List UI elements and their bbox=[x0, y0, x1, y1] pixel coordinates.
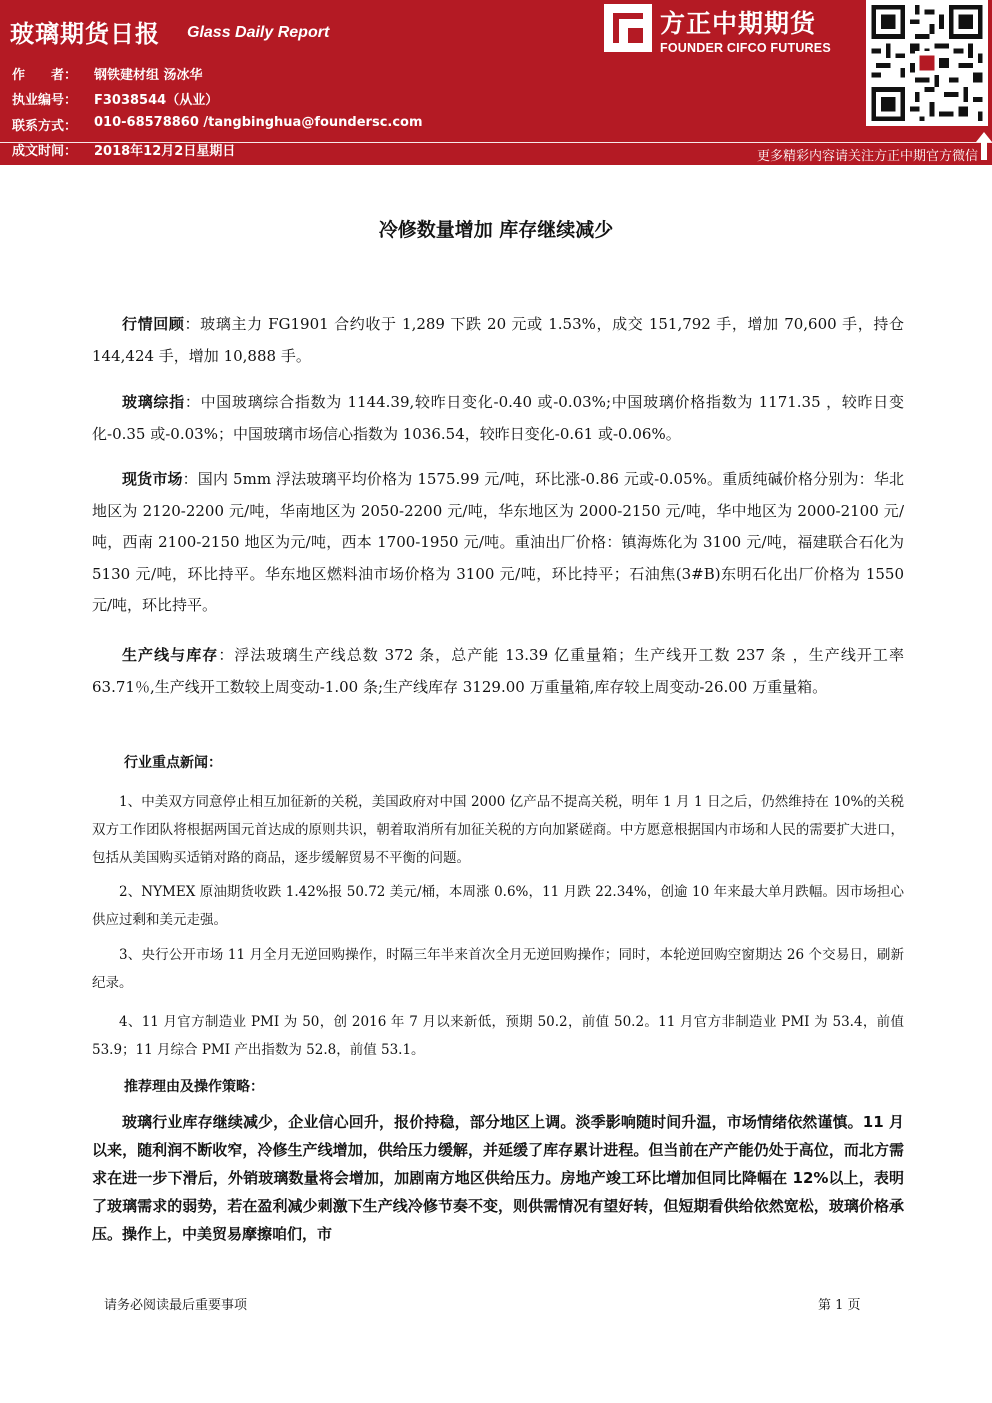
meta-value: 2018年12月2日星期日 bbox=[94, 144, 236, 159]
spot-market-paragraph bbox=[92, 464, 904, 622]
meta-label: 作 者： bbox=[12, 68, 78, 83]
follow-wechat-text[interactable]: 更多精彩内容请关注方正中期官方微信 bbox=[756, 149, 978, 164]
paragraph-text: ：国内 5mm 浮法玻璃平均价格为 1575.99 元/吨，环比涨-0.86 元或-0.05%。重质纯碱价格分别为：华北地区为 2120-2200 元/吨，华南地区为 2050-2200 元/吨，华东地区为 2000-2150 元/吨，华中地区为 2000-2100 元/吨，西南 2100-2150 地区为元/吨，西本 1700-1950 元/吨。重油出厂价格：镇海炼化为 3100 元/吨，福建联合石化为 5130 元/吨，环比持平。华东地区燃料油市场价格为 3100 元/吨，环比持平；石油焦(3#B)东明石化出厂价格为 1550 元/吨，环比持平。 bbox=[92, 470, 904, 614]
paragraph-text: ：玻璃主力 FG1901 合约收于 1,289 下跌 20 元或 1.53%，成交 151,792 手，增加 70,600 手，持仓 144,424 手，增加 10,888 手。 bbox=[92, 315, 904, 365]
section-label: 现货市场 bbox=[122, 470, 183, 488]
production-paragraph bbox=[92, 640, 904, 703]
meta-value: 010-68578860 /tangbinghua@foundersc.com bbox=[94, 115, 423, 130]
qr-code-icon[interactable] bbox=[866, 0, 988, 126]
meta-value: 钢铁建材组 汤冰华 bbox=[94, 68, 203, 83]
paragraph-text: ：中国玻璃综合指数为 1144.39,较昨日变化-0.40 或-0.03%;中国玻璃价格指数为 1171.35 ，较昨日变化-0.35 或-0.03%；中国玻璃市场信心指数为 1036.54，较昨日变化-0.61 或-0.06%。 bbox=[92, 393, 904, 443]
meta-label: 联系方式： bbox=[12, 119, 78, 134]
paragraph-text: ：浮法玻璃生产线总数 372 条，总产能 13.39 亿重量箱；生产线开工数 237 条 ，生产线开工率 63.71％,生产线开工数较上周变动-1.00 条;生产线库存 3129.00 万重量箱,库存较上周变动-26.00 万重量箱。 bbox=[92, 646, 904, 696]
market-review-paragraph bbox=[92, 309, 904, 372]
founder-logo-icon bbox=[604, 4, 652, 52]
news-heading: 行业重点新闻： bbox=[124, 755, 222, 771]
news-item: 1、中美双方同意停止相互加征新的关税，美国政府对中国 2000 亿产品不提高关税，明年 1 月 1 日之后，仍然维持在 10%的关税双方工作团队将根据两国元首达成的原则共识，朝着取消所有加征关税的方向加紧磋商。中方愿意根据国内市场和人民的需要扩大进口，包括从美国购买适销对路的商品，逐步缓解贸易不平衡的问题。 bbox=[92, 794, 904, 866]
strategy-heading: 推荐理由及操作策略： bbox=[124, 1079, 264, 1095]
section-label: 生产线与库存 bbox=[122, 646, 219, 664]
section-label: 行情回顾 bbox=[122, 315, 185, 333]
footer-disclaimer: 请务必阅读最后重要事项 bbox=[104, 1298, 248, 1313]
meta-contact bbox=[12, 115, 423, 134]
glass-index-paragraph bbox=[92, 387, 904, 450]
meta-author bbox=[12, 64, 203, 83]
page-number: 第 1 页 bbox=[818, 1298, 861, 1313]
meta-license bbox=[12, 89, 219, 108]
report-header bbox=[0, 0, 992, 165]
report-title: 玻璃期货日报 bbox=[10, 20, 160, 48]
logo-english-name: FOUNDER CIFCO FUTURES bbox=[660, 41, 831, 55]
meta-value: F3038544（从业） bbox=[94, 93, 219, 108]
header-divider bbox=[0, 142, 992, 143]
report-subtitle: Glass Daily Report bbox=[187, 24, 330, 41]
section-label: 玻璃综指 bbox=[122, 393, 185, 411]
up-arrow-icon bbox=[976, 132, 992, 160]
meta-label: 执业编号： bbox=[12, 93, 78, 108]
logo-chinese-name: 方正中期期货 bbox=[660, 9, 817, 38]
news-item: 3、央行公开市场 11 月全月无逆回购操作，时隔三年半来首次全月无逆回购操作；同时，本轮逆回购空窗期达 26 个交易日，刷新纪录。 bbox=[92, 947, 904, 991]
news-item: 4、11 月官方制造业 PMI 为 50，创 2016 年 7 月以来新低，预期 50.2，前值 50.2。11 月官方非制造业 PMI 为 53.4，前值 53.9；11 月综合 PMI 产出指数为 52.8，前值 53.1。 bbox=[92, 1014, 904, 1058]
meta-label: 成文时间： bbox=[12, 144, 78, 159]
document-title: 冷修数量增加 库存继续减少 bbox=[378, 219, 614, 241]
strategy-paragraph: 玻璃行业库存继续减少，企业信心回升，报价持稳，部分地区上调。淡季影响随时间升温，市场情绪依然谨慎。11 月以来，随利润不断收窄，冷修生产线增加，供给压力缓解，并延缓了库存累计进程。但当前在产产能仍处于高位，而北方需求在进一步下滑后，外销玻璃数量将会增加，加剧南方地区供给压力。房地产竣工环比增加但同比降幅在 12%以上，表明了玻璃需求的弱势，若在盈利减少刺激下生产线冷修节奏不变，则供需情况有望好转，但短期看供给依然宽松，玻璃价格承压。操作上，中美贸易摩擦咱们，市 bbox=[92, 1113, 904, 1243]
news-item: 2、NYMEX 原油期货收跌 1.42%报 50.72 美元/桶，本周涨 0.6%，11 月跌 22.34%，创逾 10 年来最大单月跌幅。因市场担心供应过剩和美元走强。 bbox=[92, 884, 904, 928]
